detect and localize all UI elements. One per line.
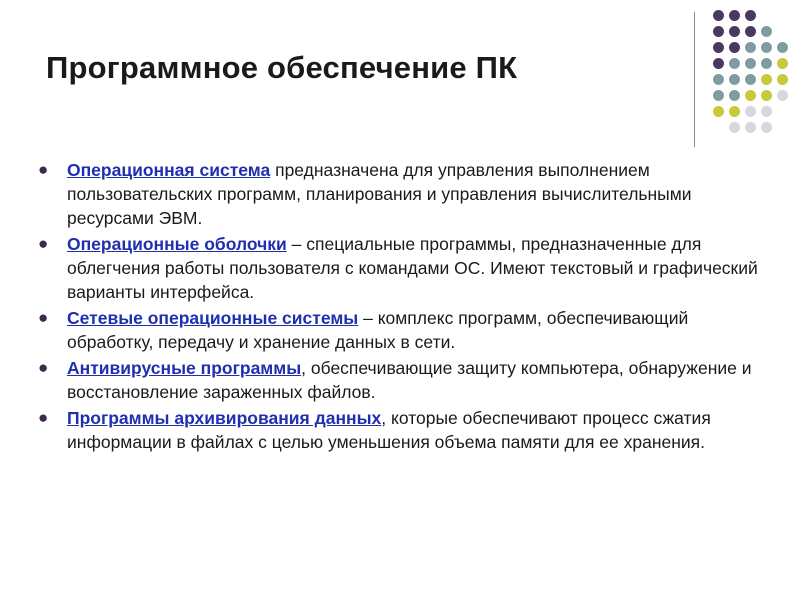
dot <box>761 58 772 69</box>
dot <box>761 26 772 37</box>
dot <box>729 42 740 53</box>
dot <box>713 58 724 69</box>
term-link[interactable]: Антивирусные программы <box>67 358 302 378</box>
dot <box>745 10 756 21</box>
dot <box>777 74 788 85</box>
bullet-icon: ● <box>38 308 49 327</box>
dot <box>729 58 740 69</box>
dot <box>777 58 788 69</box>
dot <box>713 106 724 117</box>
bullet-icon: ● <box>38 358 49 377</box>
list-item <box>38 306 773 354</box>
dot <box>729 26 740 37</box>
term-description: , которые обеспечивают процесс сжатия информации в файлах с целью уменьшения объема памяти для ее хранения. <box>67 408 711 452</box>
dot <box>729 90 740 101</box>
term-link[interactable]: Программы архивирования данных <box>67 408 382 428</box>
term-link[interactable]: Операционная система <box>67 160 271 180</box>
term-description: , обеспечивающие защиту компьютера, обнаружение и восстановление зараженных файлов. <box>67 358 752 402</box>
dot <box>745 42 756 53</box>
bullet-icon: ● <box>38 408 49 427</box>
term-link[interactable]: Операционные оболочки <box>67 234 287 254</box>
dot <box>713 90 724 101</box>
term-description: – комплекс программ, обеспечивающий обработку, передачу и хранение данных в сети. <box>67 308 689 352</box>
slide-title: Программное обеспечение ПК <box>46 50 518 85</box>
list-item <box>38 232 773 304</box>
dot <box>761 42 772 53</box>
term-link[interactable]: Сетевые операционные системы <box>67 308 359 328</box>
dot <box>729 10 740 21</box>
term-description: предназначена для управления выполнением пользовательских программ, планирования и управления вычислительными ресурсами ЭВМ. <box>67 160 692 228</box>
dot <box>713 10 724 21</box>
dot <box>761 74 772 85</box>
dot <box>761 90 772 101</box>
dot <box>777 90 788 101</box>
dot <box>777 42 788 53</box>
dot <box>729 122 740 133</box>
dot <box>761 106 772 117</box>
decorative-divider <box>694 12 695 147</box>
list-item <box>38 158 773 230</box>
list-item <box>38 406 773 454</box>
dot <box>745 122 756 133</box>
bullet-icon: ● <box>38 234 49 253</box>
dot <box>745 90 756 101</box>
dot <box>729 74 740 85</box>
decorative-dot-grid <box>705 10 795 130</box>
dot <box>761 122 772 133</box>
dot <box>745 106 756 117</box>
dot <box>745 58 756 69</box>
term-description: – специальные программы, предназначенные для облегчения работы пользователя с командами ОС. Имеют текстовый и графический варианты интерфейса. <box>67 234 758 302</box>
dot <box>713 26 724 37</box>
dot <box>713 42 724 53</box>
bullet-icon: ● <box>38 160 49 179</box>
dot <box>745 26 756 37</box>
list-item <box>38 356 773 404</box>
dot <box>745 74 756 85</box>
dot <box>729 106 740 117</box>
bullet-list <box>38 158 773 456</box>
dot <box>713 74 724 85</box>
